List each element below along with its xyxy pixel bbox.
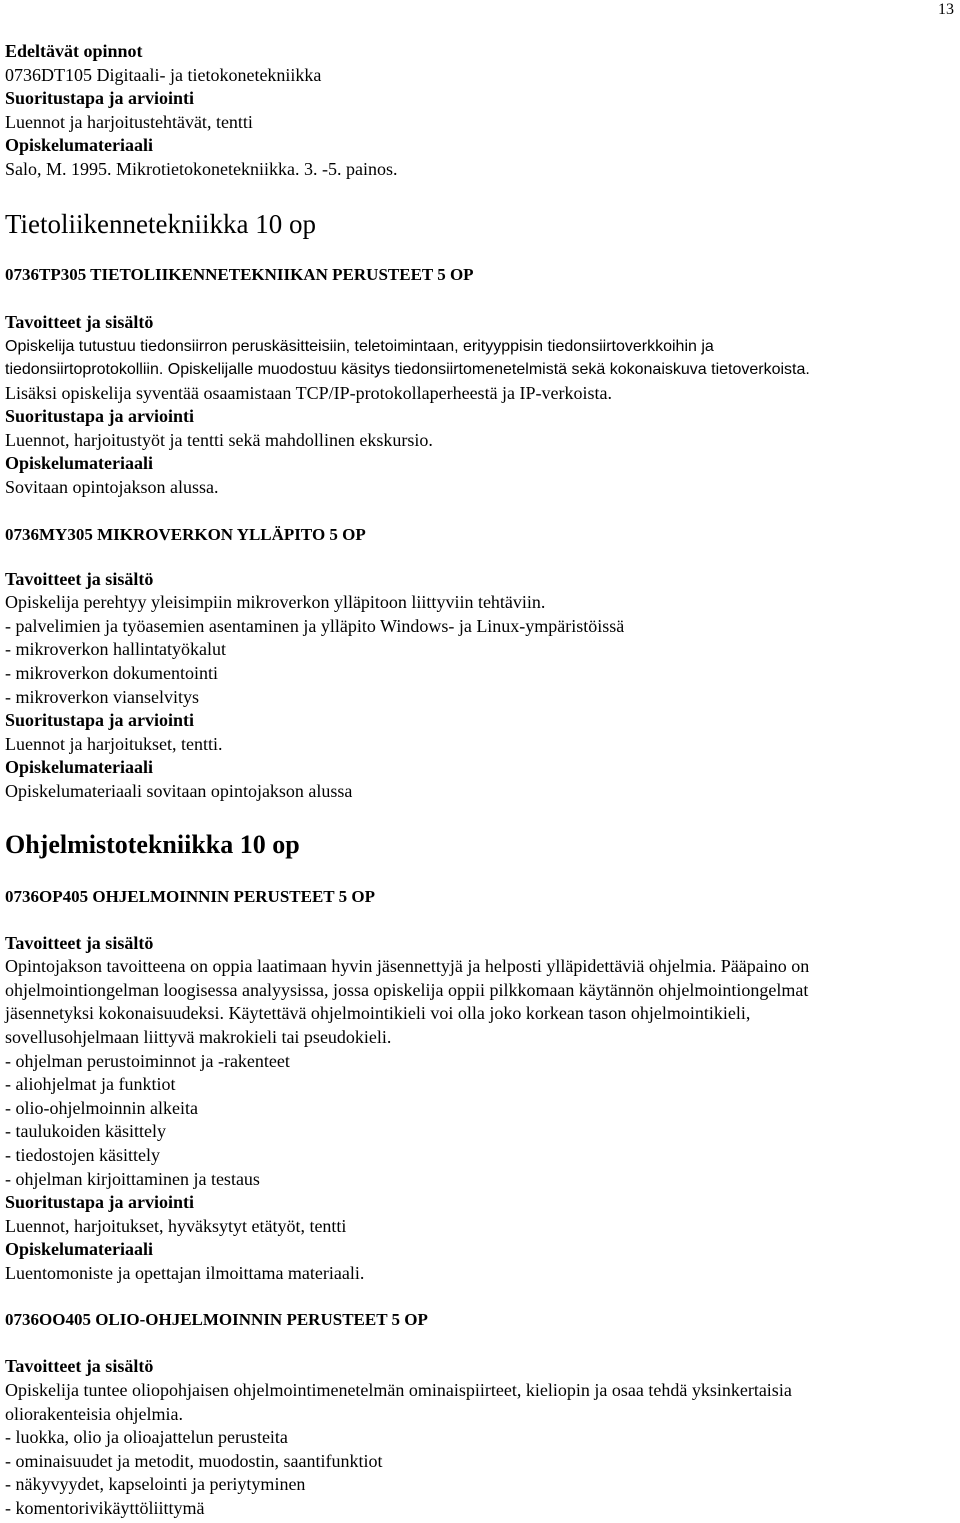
course-code-title: 0736OP405 OHJELMOINNIN PERUSTEET 5 OP <box>5 886 375 906</box>
goals-list-item: - mikroverkon dokumentointi <box>5 663 218 684</box>
method-text: Luennot ja harjoitukset, tentti. <box>5 733 223 754</box>
section-title: Tietoliikennetekniikka 10 op <box>5 208 316 239</box>
method-heading: Suoritustapa ja arviointi <box>5 710 195 731</box>
goals-line: Opintojakson tavoitteena on oppia laatimaan hyvin jäsennettyjä ja helposti ylläpidettäviä ohjelmia. Pääpaino on <box>5 956 810 977</box>
goals-list-item: - ohjelman kirjoittaminen ja testaus <box>5 1168 260 1189</box>
goals-line: ohjelmointiongelman loogisessa analyysissa, jossa opiskelija oppii pilkkomaan käytännön ohjelmointiongelmat <box>5 979 809 1000</box>
goals-list-item: - taulukoiden käsittely <box>5 1121 166 1142</box>
section-title: Ohjelmistotekniikka 10 op <box>5 830 300 860</box>
goals-heading: Tavoitteet ja sisältö <box>5 932 154 953</box>
goals-list-item: - komentorivikäyttöliittymä <box>5 1498 205 1519</box>
method-heading: Suoritustapa ja arviointi <box>5 1192 195 1213</box>
goals-list-item: - ominaisuudet ja metodit, muodostin, saantifunktiot <box>5 1450 383 1471</box>
goals-list-item: - luokka, olio ja olioajattelun perusteita <box>5 1427 288 1448</box>
goals-heading: Tavoitteet ja sisältö <box>5 311 154 332</box>
method-text: Luennot, harjoitukset, hyväksytyt etätyöt, tentti <box>5 1215 347 1236</box>
goals-heading: Tavoitteet ja sisältö <box>5 568 154 589</box>
prereq-text: 0736DT105 Digitaali- ja tietokonetekniikka <box>5 64 322 85</box>
course-code-title: 0736MY305 MIKROVERKON YLLÄPITO 5 OP <box>5 524 366 544</box>
material-text: Salo, M. 1995. Mikrotietokonetekniikka. 3. -5. painos. <box>5 158 398 179</box>
goals-line: jäsennetyksi kokonaisuudeksi. Käytettävä ohjelmointikieli voi olla joko korkean tason ohjelmointikieli, <box>5 1003 751 1024</box>
course-code-title: 0736TP305 TIETOLIIKENNETEKNIIKAN PERUSTEET 5 OP <box>5 264 474 284</box>
goals-line: oliorakenteisia ohjelmia. <box>5 1403 183 1424</box>
goals-list-item: - näkyvyydet, kapselointi ja periytyminen <box>5 1474 306 1495</box>
goals-list-item: - ohjelman perustoiminnot ja -rakenteet <box>5 1050 290 1071</box>
method-text: Luennot, harjoitustyöt ja tentti sekä mahdollinen ekskursio. <box>5 429 433 450</box>
goals-list-item: - mikroverkon hallintatyökalut <box>5 639 226 660</box>
goals-list-item: - palvelimien ja työasemien asentaminen ja ylläpito Windows- ja Linux-ympäristöissä <box>5 615 625 636</box>
page-number: 13 <box>938 1 954 18</box>
goals-list-item: - aliohjelmat ja funktiot <box>5 1074 176 1095</box>
page-content <box>5 40 955 1521</box>
material-heading: Opiskelumateriaali <box>5 453 153 474</box>
material-heading: Opiskelumateriaali <box>5 135 153 156</box>
material-text: Sovitaan opintojakson alussa. <box>5 477 219 498</box>
method-heading: Suoritustapa ja arviointi <box>5 88 195 109</box>
goals-list-item: - tiedostojen käsittely <box>5 1144 160 1165</box>
material-text: Opiskelumateriaali sovitaan opintojakson alussa <box>5 781 353 801</box>
method-text: Luennot ja harjoitustehtävät, tentti <box>5 111 253 132</box>
course-code-title: 0736OO405 OLIO-OHJELMOINNIN PERUSTEET 5 OP <box>5 1310 428 1330</box>
goals-line: Opiskelija tuntee oliopohjaisen ohjelmointimenetelmän ominaispiirteet, kieliopin ja osaa tehdä yksinkertaisia <box>5 1380 792 1401</box>
goals-line: Opiskelija perehtyy yleisimpiin mikroverkon ylläpitoon liittyviin tehtäviin. <box>5 592 546 613</box>
goals-list-item: - olio-ohjelmoinnin alkeita <box>5 1097 198 1118</box>
goals-line: Opiskelija tutustuu tiedonsiirron peruskäsitteisiin, teletoimintaan, erityyppisin tiedonsiirtoverkkoihin ja <box>5 337 714 355</box>
material-heading: Opiskelumateriaali <box>5 1239 153 1260</box>
goals-heading: Tavoitteet ja sisältö <box>5 1356 154 1377</box>
goals-line: sovellusohjelmaan liittyvä makrokieli tai pseudokieli. <box>5 1026 392 1047</box>
goals-line: Lisäksi opiskelija syventää osaamistaan TCP/IP-protokollaperheestä ja IP-verkoista. <box>5 382 613 403</box>
method-heading: Suoritustapa ja arviointi <box>5 406 195 427</box>
goals-line: tiedonsiirtoprotokolliin. Opiskelijalle muodostuu käsitys tiedonsiirtomenetelmistä sekä kokonaiskuva tietoverkoista. <box>5 361 810 379</box>
material-text: Luentomoniste ja opettajan ilmoittama materiaali. <box>5 1262 365 1283</box>
prereq-heading: Edeltävät opinnot <box>5 41 143 61</box>
goals-list-item: - mikroverkon vianselvitys <box>5 686 199 707</box>
material-heading: Opiskelumateriaali <box>5 757 153 778</box>
